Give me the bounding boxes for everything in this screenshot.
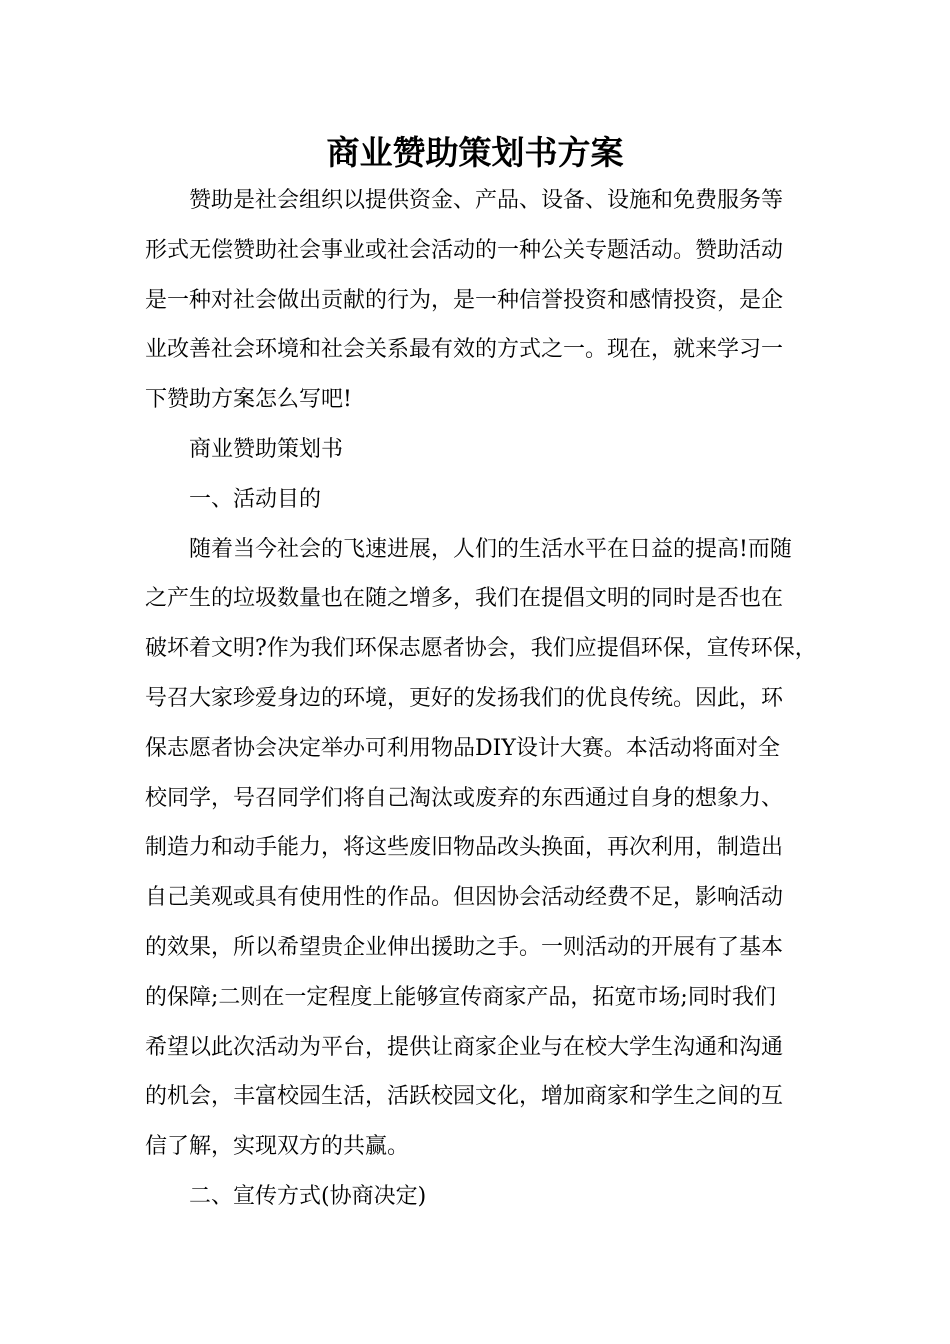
section-1-line: 破坏着文明?作为我们环保志愿者协会，我们应提倡环保，宣传环保，	[145, 636, 817, 662]
intro-line: 赞助是社会组织以提供资金、产品、设备、设施和免费服务等	[189, 188, 784, 213]
section-1-line: 的保障;二则在一定程度上能够宣传商家产品，拓宽市场;同时我们	[145, 984, 776, 1010]
document-title: 商业赞助策划书方案	[326, 133, 624, 172]
section-1-line: 自己美观或具有使用性的作品。但因协会活动经费不足，影响活动	[145, 885, 784, 911]
section-1-line: 的效果，所以希望贵企业伸出援助之手。一则活动的开展有了基本	[145, 934, 784, 960]
section-1-line: 校同学，号召同学们将自己淘汰或废弃的东西通过自身的想象力、	[145, 785, 784, 811]
intro-line: 是一种对社会做出贡献的行为，是一种信誉投资和感情投资，是企	[145, 287, 784, 313]
section-1-line: 随着当今社会的飞速进展，人们的生活水平在日益的提高!而随	[189, 536, 792, 562]
intro-line: 业改善社会环境和社会关系最有效的方式之一。现在，就来学习一	[145, 337, 784, 363]
section-1-line: 的机会，丰富校园生活，活跃校园文化，增加商家和学生之间的互	[145, 1084, 784, 1110]
intro-line: 下赞助方案怎么写吧!	[145, 387, 352, 413]
subtitle: 商业赞助策划书	[189, 436, 344, 462]
section-1-heading: 一、活动目的	[189, 486, 322, 512]
section-2-heading: 二、宣传方式(协商决定)	[189, 1183, 427, 1209]
section-1-line: 号召大家珍爱身边的环境，更好的发扬我们的优良传统。因此，环	[145, 685, 784, 711]
document-body	[145, 176, 825, 1222]
intro-paragraph	[145, 176, 825, 425]
section-1-line: 制造力和动手能力，将这些废旧物品改头换面，再次利用，制造出	[145, 835, 784, 861]
section-1-paragraph	[145, 525, 825, 1172]
section-1-line: 之产生的垃圾数量也在随之增多，我们在提倡文明的同时是否也在	[145, 586, 784, 612]
section-1-line: 保志愿者协会决定举办可利用物品DIY设计大赛。本活动将面对全	[145, 735, 780, 761]
section-1-line: 希望以此次活动为平台，提供让商家企业与在校大学生沟通和沟通	[145, 1034, 784, 1060]
section-1-line: 信了解，实现双方的共赢。	[145, 1134, 410, 1160]
intro-line: 形式无偿赞助社会事业或社会活动的一种公关专题活动。赞助活动	[145, 237, 784, 263]
